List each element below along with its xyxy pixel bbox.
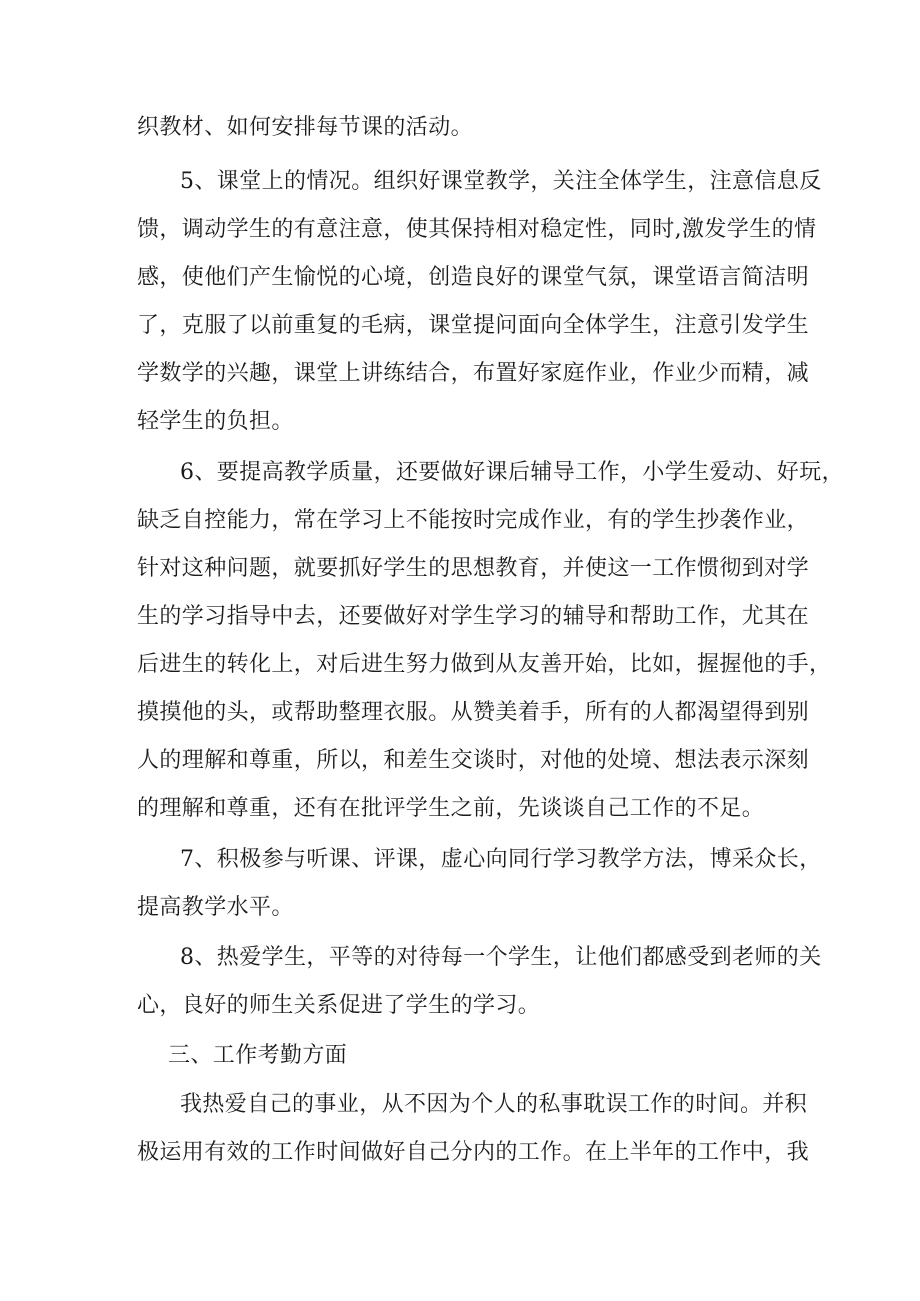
text-line: 生的学习指导中去，还要做好对学生学习的辅导和帮助工作，尤其在 <box>137 604 810 629</box>
text-line: 学数学的兴趣，课堂上讲练结合，布置好家庭作业，作业少而精，减 <box>137 361 810 386</box>
text-line: 人的理解和尊重，所以，和差生交谈时，对他的处境、想法表示深刻 <box>137 748 810 773</box>
text-line: 馈，调动学生的有意注意，使其保持相对稳定性，同时,激发学生的情 <box>137 217 817 242</box>
text-line: 针对这种问题，就要抓好学生的思想教育，并使这一工作惯彻到对学 <box>137 556 810 581</box>
section-heading: 三、工作考勤方面 <box>168 1043 348 1068</box>
text-line: 心，良好的师生关系促进了学生的学习。 <box>137 993 541 1018</box>
text-line: 提高教学水平。 <box>137 895 294 920</box>
text-line: 的理解和尊重，还有在批评学生之前，先谈谈自己工作的不足。 <box>137 796 765 821</box>
text-line: 我热爱自己的事业，从不因为个人的私事耽误工作的时间。并积 <box>180 1092 808 1117</box>
text-line: 后进生的转化上，对后进生努力做到从友善开始，比如，握握他的手， <box>137 652 832 677</box>
text-line: 织教材、如何安排每节课的活动。 <box>137 115 474 140</box>
text-line: 了，克服了以前重复的毛病，课堂提问面向全体学生，注意引发学生 <box>137 313 810 338</box>
text-line: 5、课堂上的情况。组织好课堂教学，关注全体学生，注意信息反 <box>180 169 822 194</box>
text-line: 8、热爱学生，平等的对待每一个学生，让他们都感受到老师的关 <box>180 945 822 970</box>
text-line: 7、积极参与听课、评课，虚心向同行学习教学方法，博采众长， <box>180 847 822 872</box>
text-line: 缺乏自控能力，常在学习上不能按时完成作业，有的学生抄袭作业， <box>137 508 810 533</box>
text-line: 感，使他们产生愉悦的心境，创造良好的课堂气氛，课堂语言简洁明 <box>137 265 810 290</box>
text-line: 6、要提高教学质量，还要做好课后辅导工作，小学生爱动、好玩， <box>180 460 844 485</box>
text-line: 摸摸他的头，或帮助整理衣服。从赞美着手，所有的人都渴望得到别 <box>137 700 810 725</box>
text-line: 轻学生的负担。 <box>137 409 294 434</box>
text-line: 极运用有效的工作时间做好自己分内的工作。在上半年的工作中，我 <box>137 1140 810 1165</box>
